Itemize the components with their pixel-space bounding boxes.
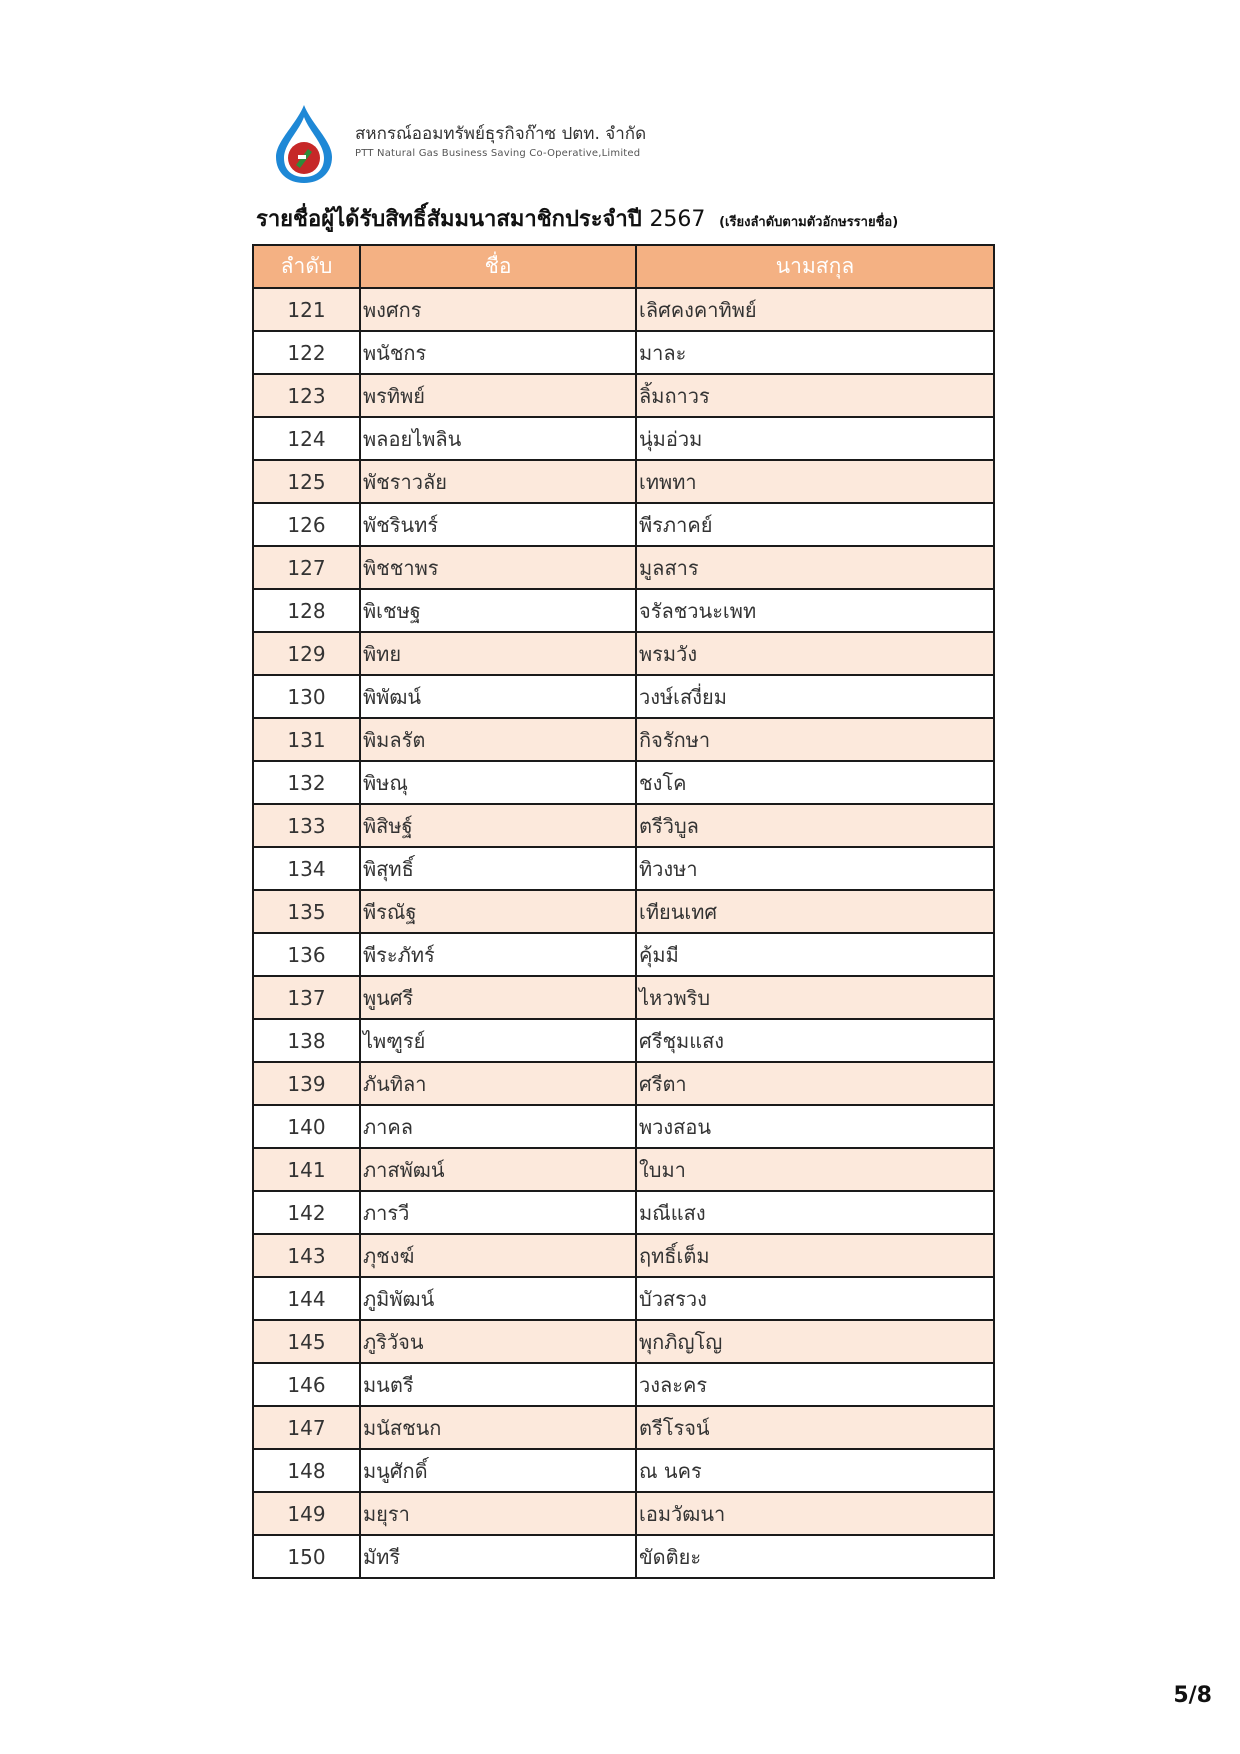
row-last-name: จรัลชวนะเพท: [636, 589, 994, 632]
title-main: รายชื่อผู้ได้รับสิทธิ์สัมมนาสมาชิกประจำปี: [256, 207, 642, 232]
row-number: 137: [253, 976, 360, 1019]
row-number: 125: [253, 460, 360, 503]
row-first-name: พูนศรี: [360, 976, 636, 1019]
page-number: 5/8: [1173, 1683, 1212, 1708]
table-row: [253, 1449, 994, 1492]
row-last-name: ทิวงษา: [636, 847, 994, 890]
table-row: [253, 288, 994, 331]
row-number: 131: [253, 718, 360, 761]
table-row: [253, 976, 994, 1019]
table-row: [253, 1062, 994, 1105]
table-row: [253, 374, 994, 417]
table-row: [253, 632, 994, 675]
table-row: [253, 933, 994, 976]
row-last-name: ศรีชุมแสง: [636, 1019, 994, 1062]
row-last-name: ฤทธิ์เต็ม: [636, 1234, 994, 1277]
table-row: [253, 1406, 994, 1449]
row-first-name: พิทย: [360, 632, 636, 675]
row-last-name: พวงสอน: [636, 1105, 994, 1148]
row-number: 148: [253, 1449, 360, 1492]
header-order: ลำดับ: [253, 245, 360, 288]
row-last-name: ชงโค: [636, 761, 994, 804]
row-last-name: กิจรักษา: [636, 718, 994, 761]
row-last-name: มณีแสง: [636, 1191, 994, 1234]
row-number: 136: [253, 933, 360, 976]
table-row: [253, 847, 994, 890]
row-first-name: พีระภัทร์: [360, 933, 636, 976]
table-row: [253, 589, 994, 632]
row-last-name: เลิศคงคาทิพย์: [636, 288, 994, 331]
row-first-name: พิษณุ: [360, 761, 636, 804]
row-last-name: ตรีวิบูล: [636, 804, 994, 847]
header-first-name: ชื่อ: [360, 245, 636, 288]
row-last-name: ณ นคร: [636, 1449, 994, 1492]
row-first-name: ภาคล: [360, 1105, 636, 1148]
row-number: 146: [253, 1363, 360, 1406]
table-row: [253, 417, 994, 460]
row-first-name: พิชชาพร: [360, 546, 636, 589]
row-first-name: พลอยไพลิน: [360, 417, 636, 460]
row-first-name: พัชรินทร์: [360, 503, 636, 546]
row-last-name: ใบมา: [636, 1148, 994, 1191]
table-row: [253, 1191, 994, 1234]
row-number: 139: [253, 1062, 360, 1105]
table-row: [253, 1492, 994, 1535]
row-number: 128: [253, 589, 360, 632]
table-row: [253, 1148, 994, 1191]
row-last-name: นุ่มอ่วม: [636, 417, 994, 460]
drop-logo-icon: [272, 103, 336, 185]
row-last-name: พรมวัง: [636, 632, 994, 675]
row-number: 135: [253, 890, 360, 933]
row-number: 133: [253, 804, 360, 847]
row-number: 145: [253, 1320, 360, 1363]
table-row: [253, 1535, 994, 1578]
row-last-name: เอมวัฒนา: [636, 1492, 994, 1535]
header-last-name: นามสกุล: [636, 245, 994, 288]
row-last-name: ไหวพริบ: [636, 976, 994, 1019]
row-number: 141: [253, 1148, 360, 1191]
table-row: [253, 460, 994, 503]
row-last-name: คุ้มมี: [636, 933, 994, 976]
table-row: [253, 890, 994, 933]
row-first-name: ภันทิลา: [360, 1062, 636, 1105]
row-first-name: พิมลรัต: [360, 718, 636, 761]
row-number: 127: [253, 546, 360, 589]
row-number: 122: [253, 331, 360, 374]
row-first-name: ภาสพัฒน์: [360, 1148, 636, 1191]
row-last-name: วงษ์เสงี่ยม: [636, 675, 994, 718]
row-last-name: ตรีโรจน์: [636, 1406, 994, 1449]
row-first-name: พัชราวลัย: [360, 460, 636, 503]
title-year: 2567: [649, 207, 706, 232]
row-first-name: พิสิษฐ์: [360, 804, 636, 847]
row-first-name: มนัสชนก: [360, 1406, 636, 1449]
row-number: 124: [253, 417, 360, 460]
table-row: [253, 804, 994, 847]
table-row: [253, 675, 994, 718]
table-row: [253, 1320, 994, 1363]
table-row: [253, 1105, 994, 1148]
row-number: 123: [253, 374, 360, 417]
row-last-name: พุกภิญโญ: [636, 1320, 994, 1363]
table-row: [253, 331, 994, 374]
row-number: 149: [253, 1492, 360, 1535]
member-table: [252, 244, 995, 1579]
table-row: [253, 761, 994, 804]
table-row: [253, 1277, 994, 1320]
row-last-name: บัวสรวง: [636, 1277, 994, 1320]
row-first-name: ภารวี: [360, 1191, 636, 1234]
row-first-name: ภูมิพัฒน์: [360, 1277, 636, 1320]
row-first-name: ภูริวัจน: [360, 1320, 636, 1363]
org-name-thai: สหกรณ์ออมทรัพย์ธุรกิจก๊าซ ปตท. จำกัด: [355, 124, 647, 144]
row-first-name: มนตรี: [360, 1363, 636, 1406]
row-last-name: ขัดติยะ: [636, 1535, 994, 1578]
row-last-name: เทียนเทศ: [636, 890, 994, 933]
row-number: 140: [253, 1105, 360, 1148]
row-first-name: พิเชษฐ: [360, 589, 636, 632]
row-last-name: พีรภาคย์: [636, 503, 994, 546]
row-number: 138: [253, 1019, 360, 1062]
row-number: 134: [253, 847, 360, 890]
table-row: [253, 718, 994, 761]
row-first-name: พงศกร: [360, 288, 636, 331]
row-first-name: พิพัฒน์: [360, 675, 636, 718]
row-first-name: ไพฑูรย์: [360, 1019, 636, 1062]
title-note: (เรียงลำดับตามตัวอักษรรายชื่อ): [719, 215, 899, 230]
row-number: 132: [253, 761, 360, 804]
row-number: 147: [253, 1406, 360, 1449]
logo: [272, 103, 336, 185]
row-number: 143: [253, 1234, 360, 1277]
table-row: [253, 1019, 994, 1062]
row-first-name: มยุรา: [360, 1492, 636, 1535]
row-first-name: พนัชกร: [360, 331, 636, 374]
org-name-english: PTT Natural Gas Business Saving Co-Operative,Limited: [355, 148, 641, 159]
row-first-name: พรทิพย์: [360, 374, 636, 417]
page-title: [256, 201, 898, 236]
table-row: [253, 1363, 994, 1406]
row-last-name: ลิ้มถาวร: [636, 374, 994, 417]
row-number: 126: [253, 503, 360, 546]
table-row: [253, 546, 994, 589]
row-number: 144: [253, 1277, 360, 1320]
row-number: 129: [253, 632, 360, 675]
row-first-name: มัทรี: [360, 1535, 636, 1578]
row-first-name: พิสุทธิ์: [360, 847, 636, 890]
row-last-name: มาละ: [636, 331, 994, 374]
row-last-name: ศรีตา: [636, 1062, 994, 1105]
table-row: [253, 503, 994, 546]
row-first-name: พีรณัฐ: [360, 890, 636, 933]
row-last-name: วงละคร: [636, 1363, 994, 1406]
row-number: 150: [253, 1535, 360, 1578]
table-row: [253, 1234, 994, 1277]
row-first-name: มนูศักดิ์: [360, 1449, 636, 1492]
row-first-name: ภุชงฆ์: [360, 1234, 636, 1277]
row-number: 130: [253, 675, 360, 718]
row-last-name: เทพทา: [636, 460, 994, 503]
row-number: 142: [253, 1191, 360, 1234]
row-number: 121: [253, 288, 360, 331]
row-last-name: มูลสาร: [636, 546, 994, 589]
table-header-row: [253, 245, 994, 288]
